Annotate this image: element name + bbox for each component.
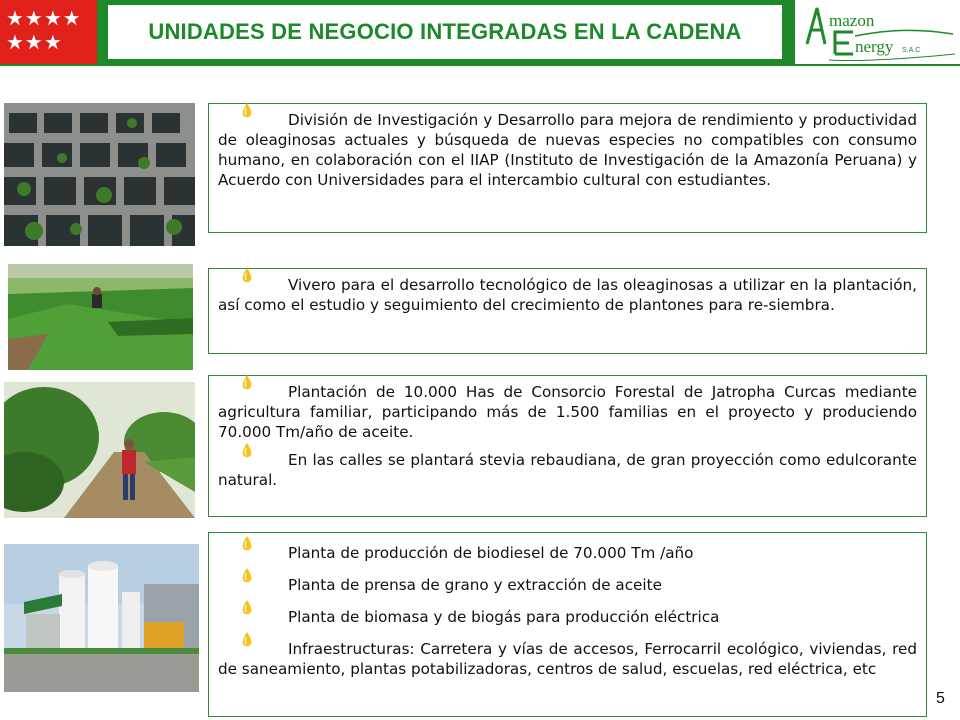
title-bar [97,0,795,64]
bullet-icon [241,631,253,648]
page-title: UNIDADES DE NEGOCIO INTEGRADAS EN LA CADENA [148,19,742,44]
plantation-paragraph-1 [218,382,917,442]
logo-word-2: nergy [855,37,894,56]
logo-word-3: S.A.C [902,47,921,54]
header-rule [0,64,960,66]
bullet-icon [241,535,253,552]
plantation-paragraph-2 [218,450,917,490]
nursery-paragraph [218,275,917,315]
logo-word-1: mazon [829,11,875,30]
plantation-text-1: Plantación de 10.000 Has de Consorcio Forestal de Jatropha Curcas mediante agricultura familiar, participando más de 1.500 familias en el proyecto y produciendo 70.000 Tm/año de aceite. [218,383,917,441]
plant-item-infrastructure-text: Infraestructuras: Carretera y vías de accesos, Ferrocarril ecológico, viviendas, red de saneamiento, plantas potabilizadoras, centros de salud, escuelas, red eléctrica, etc [218,640,917,678]
nursery-box [208,268,927,354]
bullet-icon [241,442,253,459]
research-text: División de Investigación y Desarrollo para mejora de rendimiento y productividad de oleaginosas actuales y búsqueda de nuevas especies no compatibles con consumo humano, en colaboración con el IIAP (Instituto de Investigación de la Amazonía Peruana) y Acuerdo con Universidades para el intercambio cultural con estudiantes. [218,111,917,189]
bullet-icon [241,374,253,391]
page-number: 5 [936,690,945,707]
nursery-photo [8,264,193,370]
plant-item-press [218,575,917,595]
research-division-box [208,103,927,233]
amazon-energy-logo [795,0,960,64]
plant-item-biodiesel [218,543,917,563]
plant-item-biodiesel-text: Planta de producción de biodiesel de 70.000 Tm /año [288,544,694,562]
flag-stars: ★★★★ ★★★ [6,6,82,54]
bullet-icon [241,102,253,119]
plantation-photo [4,382,195,518]
nursery-text: Vivero para el desarrollo tecnológico de las oleaginosas a utilizar en la plantación, así como el estudio y seguimiento del crecimiento de plantones para re-siembra. [218,276,917,314]
research-plots-photo [4,103,195,246]
industrial-plants-box [208,532,927,717]
research-paragraph [218,110,917,190]
plant-item-press-text: Planta de prensa de grano y extracción de aceite [288,576,662,594]
bullet-icon [241,599,253,616]
madrid-flag-logo [0,0,97,64]
title-box [108,5,782,59]
plant-item-biomass-text: Planta de biomasa y de biogás para producción eléctrica [288,608,720,626]
bullet-icon [241,567,253,584]
plantation-box [208,375,927,517]
amazon-energy-logo-graphic [795,0,960,64]
biodiesel-plant-photo [4,544,199,692]
plantation-text-2: En las calles se plantará stevia rebaudiana, de gran proyección como edulcorante natural. [218,451,917,489]
plant-item-biomass [218,607,917,627]
bullet-icon [241,267,253,284]
plant-item-infrastructure [218,639,917,679]
